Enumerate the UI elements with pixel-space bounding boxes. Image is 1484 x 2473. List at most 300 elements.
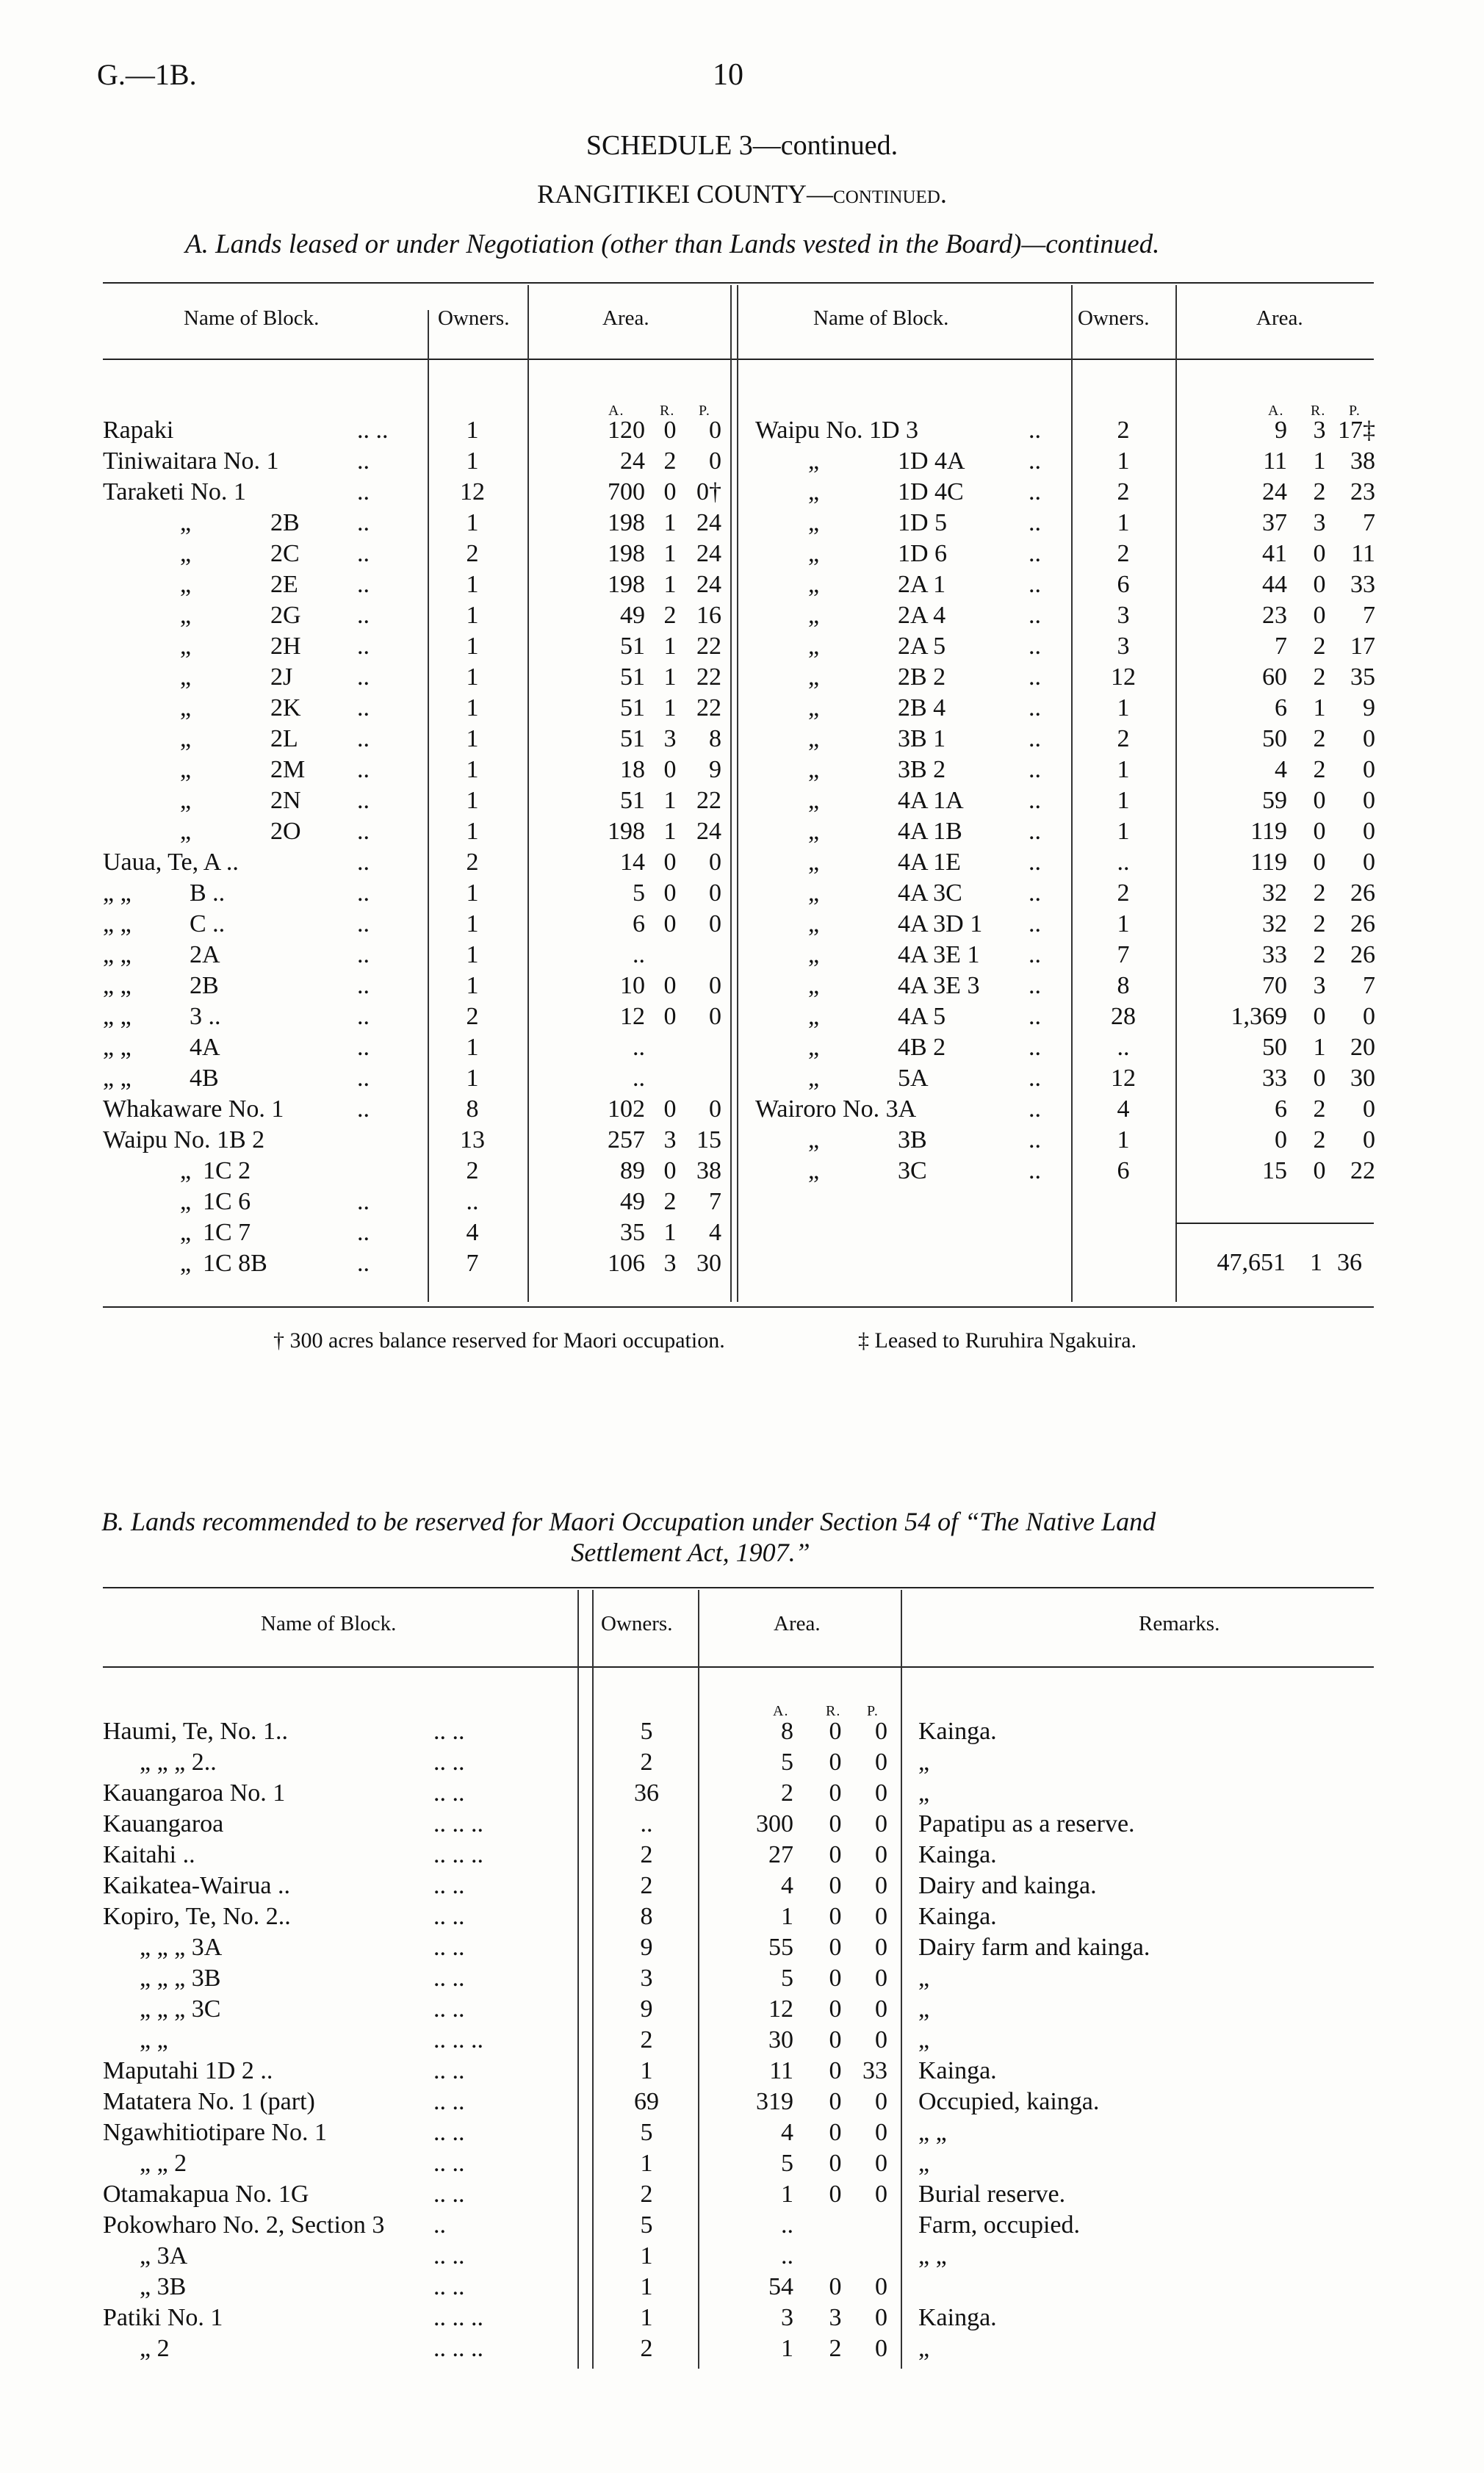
area-roods: 0 xyxy=(1313,1003,1326,1030)
ditto-mark: „ xyxy=(808,756,820,783)
leader-dots: .. xyxy=(357,1219,370,1246)
table-row xyxy=(0,1994,1484,2025)
area-roods: 0 xyxy=(829,2150,842,2177)
area-acres: 35 xyxy=(620,1219,645,1246)
table-row xyxy=(0,1094,1484,1125)
table-row xyxy=(0,1932,1484,1963)
area-perches: 33 xyxy=(1350,571,1375,598)
owners-cell: 1 xyxy=(466,818,479,845)
leader-dots: .. xyxy=(357,540,370,567)
area-perches: 0 xyxy=(1363,787,1375,814)
owners-cell: 1 xyxy=(466,663,479,691)
leader-dots: .. .. xyxy=(433,1749,465,1776)
area-acres: 119 xyxy=(1250,818,1287,845)
leader-dots: .. .. .. xyxy=(433,2304,483,2331)
block-name: 4A 1E xyxy=(898,849,961,876)
leader-dots: .. xyxy=(1029,1034,1041,1061)
block-name: Waipu No. 1D 3 xyxy=(755,417,919,444)
leader-dots: .. .. xyxy=(433,2088,465,2115)
block-name: 4A 1B xyxy=(898,818,962,845)
owners-cell: 1 xyxy=(466,417,479,444)
leader-dots: .. xyxy=(357,787,370,814)
owners-cell: 28 xyxy=(1111,1003,1136,1030)
leader-dots: .. xyxy=(1029,1095,1041,1123)
block-name: Tiniwaitara No. 1 xyxy=(103,447,279,475)
total-perches: 36 xyxy=(1337,1249,1362,1276)
owners-cell: 1 xyxy=(466,694,479,721)
block-name: Otamakapua No. 1G xyxy=(103,2181,309,2208)
unit-roods: R. xyxy=(660,403,675,419)
owners-cell: 2 xyxy=(640,2181,653,2208)
table-row xyxy=(0,2087,1484,2117)
block-name: „ 2 xyxy=(140,2335,170,2362)
leader-dots: .. xyxy=(1029,879,1041,907)
block-name: 2A 1 xyxy=(898,571,946,598)
table-row xyxy=(0,2056,1484,2087)
area-roods: 0 xyxy=(829,2181,842,2208)
area-acres: 120 xyxy=(608,417,645,444)
leader-dots: .. .. xyxy=(433,2181,465,2208)
block-name: Wairoro No. 3A xyxy=(755,1095,917,1123)
block-name: 2M xyxy=(270,756,306,783)
col-header-name: Name of Block. xyxy=(813,306,949,330)
ditto-mark: „ xyxy=(808,602,820,629)
block-name: „ „ „ 3C xyxy=(140,1995,221,2023)
ditto-mark: „ xyxy=(180,571,192,598)
remarks-cell: Burial reserve. xyxy=(918,2181,1066,2208)
owners-cell: 5 xyxy=(640,1718,653,1745)
area-acres: .. xyxy=(781,2211,793,2239)
area-roods: 0 xyxy=(1313,1065,1326,1092)
block-name: 3B 1 xyxy=(898,725,946,752)
ditto-mark: „ xyxy=(180,1250,192,1277)
area-acres: 1 xyxy=(781,2181,793,2208)
owners-cell: 1 xyxy=(1117,910,1130,937)
area-perches: 0 xyxy=(875,2088,887,2115)
area-roods: 1 xyxy=(663,1219,677,1246)
owners-cell: 2 xyxy=(1117,540,1130,567)
block-name: 2H xyxy=(270,633,301,660)
owners-cell: 8 xyxy=(640,1903,653,1930)
table-row xyxy=(0,1809,1484,1840)
table-row xyxy=(0,1840,1484,1871)
table-row xyxy=(0,785,1484,816)
area-perches: 0 xyxy=(875,1934,887,1961)
leader-dots: .. .. xyxy=(433,1965,465,1992)
county-title: RANGITIKEI COUNTY—continued. xyxy=(537,179,947,209)
owners-cell: 1 xyxy=(1117,1126,1130,1153)
owners-cell: 8 xyxy=(1117,972,1130,999)
leader-dots: .. xyxy=(357,602,370,629)
owners-cell: 1 xyxy=(466,756,479,783)
area-perches: 0 xyxy=(875,2026,887,2053)
area-roods: 2 xyxy=(1313,1095,1326,1123)
area-acres: 4 xyxy=(781,1872,793,1899)
area-perches: 0 xyxy=(1363,1003,1375,1030)
area-acres: 106 xyxy=(608,1250,645,1277)
footnote-dagger: † 300 acres balance reserved for Maori occupation. xyxy=(273,1328,725,1353)
block-name: Maputahi 1D 2 .. xyxy=(103,2057,273,2084)
area-perches: 22 xyxy=(696,694,721,721)
ditto-mark: „ xyxy=(180,756,192,783)
ditto-mark: „ „ xyxy=(103,972,132,999)
area-roods: 0 xyxy=(1313,818,1326,845)
area-acres: 55 xyxy=(768,1934,793,1961)
remarks-cell: „ xyxy=(918,2026,930,2053)
area-acres: 700 xyxy=(608,478,645,505)
owners-cell: 2 xyxy=(1117,725,1130,752)
area-perches: 0 xyxy=(709,1003,721,1030)
table-row xyxy=(0,2148,1484,2179)
area-acres: .. xyxy=(633,1034,645,1061)
area-acres: 51 xyxy=(620,787,645,814)
block-name: Matatera No. 1 (part) xyxy=(103,2088,315,2115)
leader-dots: .. xyxy=(357,571,370,598)
ditto-mark: „ xyxy=(808,1065,820,1092)
table-row xyxy=(0,2241,1484,2272)
remarks-cell: Farm, occupied. xyxy=(918,2211,1080,2239)
area-roods: 0 xyxy=(829,1841,842,1868)
block-name: 4A 3E 1 xyxy=(898,941,980,968)
area-perches: 26 xyxy=(1350,910,1375,937)
area-perches: 0 xyxy=(709,1095,721,1123)
owners-cell: .. xyxy=(1117,1034,1130,1061)
area-perches: 17‡ xyxy=(1338,417,1375,444)
ditto-mark: „ xyxy=(808,818,820,845)
owners-cell: 1 xyxy=(466,787,479,814)
leader-dots: .. xyxy=(357,1250,370,1277)
block-name: 2A 4 xyxy=(898,602,946,629)
table-row xyxy=(0,2303,1484,2333)
leader-dots: .. xyxy=(357,478,370,505)
block-name: 3 .. xyxy=(190,1003,221,1030)
remarks-cell: Kainga. xyxy=(918,2057,997,2084)
area-acres: 32 xyxy=(1262,879,1287,907)
block-name: 2B xyxy=(270,509,300,536)
owners-cell: 1 xyxy=(466,447,479,475)
leader-dots: .. xyxy=(1029,1065,1041,1092)
area-perches: 35 xyxy=(1350,663,1375,691)
leader-dots: .. xyxy=(357,1095,370,1123)
area-perches: 0 xyxy=(875,1749,887,1776)
area-roods: 1 xyxy=(1313,694,1326,721)
area-roods: 0 xyxy=(1313,849,1326,876)
area-perches: 17 xyxy=(1350,633,1375,660)
area-acres: 1,369 xyxy=(1231,1003,1287,1030)
block-name: „ „ „ 3B xyxy=(140,1965,221,1992)
area-acres: 2 xyxy=(781,1779,793,1807)
ditto-mark: „ xyxy=(808,972,820,999)
area-roods: 1 xyxy=(663,787,677,814)
ditto-mark: „ xyxy=(180,818,192,845)
area-perches: 30 xyxy=(1350,1065,1375,1092)
block-name: „ „ 2 xyxy=(140,2150,187,2177)
remarks-cell: Kainga. xyxy=(918,1841,997,1868)
area-perches: 0 xyxy=(709,849,721,876)
owners-cell: 1 xyxy=(1117,787,1130,814)
leader-dots: .. .. xyxy=(433,2119,465,2146)
area-perches: 22 xyxy=(1350,1157,1375,1184)
area-roods: 0 xyxy=(663,417,677,444)
owners-cell: 8 xyxy=(466,1095,479,1123)
total-roods: 1 xyxy=(1310,1249,1322,1276)
area-perches: 9 xyxy=(709,756,721,783)
area-acres: 198 xyxy=(608,818,645,845)
col-header-owners: Owners. xyxy=(601,1612,673,1635)
area-perches: 7 xyxy=(1363,509,1375,536)
unit-roods: R. xyxy=(826,1703,841,1719)
owners-cell: 7 xyxy=(1117,941,1130,968)
area-perches: 4 xyxy=(709,1219,721,1246)
block-name: 5A xyxy=(898,1065,929,1092)
ditto-mark: „ xyxy=(808,725,820,752)
ditto-mark: „ xyxy=(180,540,192,567)
ditto-mark: „ xyxy=(180,663,192,691)
ditto-mark: „ xyxy=(808,447,820,475)
leader-dots: .. xyxy=(433,2211,446,2239)
owners-cell: 12 xyxy=(1111,663,1136,691)
block-name: 3C xyxy=(898,1157,927,1184)
leader-dots: .. xyxy=(1029,849,1041,876)
ditto-mark: „ xyxy=(180,509,192,536)
area-perches: 0 xyxy=(1363,725,1375,752)
leader-dots: .. .. xyxy=(433,2057,465,2084)
owners-cell: 2 xyxy=(466,1003,479,1030)
area-perches: 22 xyxy=(696,633,721,660)
ditto-mark: „ xyxy=(808,694,820,721)
block-name: 4A 3E 3 xyxy=(898,972,980,999)
area-roods: 0 xyxy=(1313,540,1326,567)
table-row xyxy=(0,2210,1484,2241)
leader-dots: .. xyxy=(1029,1003,1041,1030)
area-roods: 0 xyxy=(829,1749,842,1776)
area-acres: .. xyxy=(633,941,645,968)
area-acres: 44 xyxy=(1262,571,1287,598)
leader-dots: .. xyxy=(1029,694,1041,721)
block-name: 2O xyxy=(270,818,301,845)
block-name: 4A 5 xyxy=(898,1003,946,1030)
table-a-bottom-rule xyxy=(103,1306,1374,1308)
leader-dots: .. .. xyxy=(433,2242,465,2269)
owners-cell: 1 xyxy=(466,633,479,660)
owners-cell: 1 xyxy=(466,972,479,999)
area-roods: 0 xyxy=(663,478,677,505)
area-perches: 8 xyxy=(709,725,721,752)
ditto-mark: „ xyxy=(180,633,192,660)
area-acres: 60 xyxy=(1262,663,1287,691)
owners-cell: 36 xyxy=(634,1779,659,1807)
area-roods: 0 xyxy=(1313,571,1326,598)
leader-dots: .. .. .. xyxy=(433,1810,483,1837)
area-acres: 1 xyxy=(781,2335,793,2362)
block-name: 2A xyxy=(190,941,220,968)
area-perches: 0 xyxy=(875,1810,887,1837)
area-perches: 33 xyxy=(862,2057,887,2084)
table-a-top-rule xyxy=(103,282,1374,284)
leader-dots: .. xyxy=(357,972,370,999)
ditto-mark: „ xyxy=(180,1219,192,1246)
area-roods: 3 xyxy=(663,725,677,752)
owners-cell: 1 xyxy=(1117,509,1130,536)
unit-perches: P. xyxy=(1349,403,1361,419)
block-name: 4A 1A xyxy=(898,787,964,814)
leader-dots: .. xyxy=(357,633,370,660)
block-name: „ „ xyxy=(140,2026,168,2053)
block-name: Kopiro, Te, No. 2.. xyxy=(103,1903,291,1930)
owners-cell: .. xyxy=(640,1810,653,1837)
document-reference: G.—1B. xyxy=(97,58,197,91)
owners-cell: 5 xyxy=(640,2119,653,2146)
area-perches: 24 xyxy=(696,571,721,598)
area-acres: 319 xyxy=(756,2088,793,2115)
area-roods: 0 xyxy=(829,2088,842,2115)
remarks-cell: „ xyxy=(918,1749,930,1776)
unit-roods: R. xyxy=(1311,403,1326,419)
block-name: 2N xyxy=(270,787,301,814)
area-perches: 0 xyxy=(875,1872,887,1899)
leader-dots: .. xyxy=(357,1065,370,1092)
area-acres: 12 xyxy=(768,1995,793,2023)
unit-acres: A. xyxy=(773,1703,789,1719)
area-roods: 2 xyxy=(829,2335,842,2362)
table-a-header-rule xyxy=(103,359,1374,360)
owners-cell: 1 xyxy=(466,941,479,968)
block-name: Patiki No. 1 xyxy=(103,2304,223,2331)
area-roods: 0 xyxy=(663,879,677,907)
ditto-mark: „ xyxy=(808,1126,820,1153)
area-roods: 0 xyxy=(663,1003,677,1030)
remarks-cell: „ xyxy=(918,1965,930,1992)
area-perches: 0 xyxy=(1363,1126,1375,1153)
table-row xyxy=(0,1217,1484,1248)
block-name: 1C 6 xyxy=(203,1188,251,1215)
area-acres: 14 xyxy=(620,849,645,876)
area-roods: 2 xyxy=(1313,910,1326,937)
owners-cell: 13 xyxy=(460,1126,485,1153)
table-row xyxy=(0,693,1484,724)
block-name: 2C xyxy=(270,540,300,567)
owners-cell: 2 xyxy=(640,2026,653,2053)
remarks-cell: „ „ xyxy=(918,2119,947,2146)
area-perches: 0 xyxy=(875,1995,887,2023)
area-perches: 0 xyxy=(875,1718,887,1745)
table-row xyxy=(0,662,1484,693)
area-perches: 0 xyxy=(709,447,721,475)
leader-dots: .. xyxy=(1029,1157,1041,1184)
leader-dots: .. xyxy=(1029,725,1041,752)
block-name: 1C 8B xyxy=(203,1250,267,1277)
area-acres: 5 xyxy=(781,1749,793,1776)
ditto-mark: „ xyxy=(808,509,820,536)
leader-dots: .. xyxy=(1029,787,1041,814)
owners-cell: 6 xyxy=(1117,1157,1130,1184)
owners-cell: 12 xyxy=(1111,1065,1136,1092)
block-name: 4A xyxy=(190,1034,220,1061)
area-acres: 32 xyxy=(1262,910,1287,937)
area-acres: 24 xyxy=(620,447,645,475)
owners-cell: 1 xyxy=(1117,818,1130,845)
area-roods: 3 xyxy=(1313,972,1326,999)
area-acres: 89 xyxy=(620,1157,645,1184)
area-roods: 1 xyxy=(663,633,677,660)
table-row xyxy=(0,1747,1484,1778)
table-row xyxy=(0,1187,1484,1217)
area-acres: 27 xyxy=(768,1841,793,1868)
area-roods: 0 xyxy=(1313,602,1326,629)
area-acres: 11 xyxy=(1263,447,1287,475)
leader-dots: .. xyxy=(1029,756,1041,783)
block-name: 2B 4 xyxy=(898,694,946,721)
col-header-area: Area. xyxy=(774,1612,821,1635)
block-name: Haumi, Te, No. 1.. xyxy=(103,1718,288,1745)
leader-dots: .. .. xyxy=(433,1903,465,1930)
remarks-cell: „ xyxy=(918,1779,930,1807)
area-perches: 0 xyxy=(875,1965,887,1992)
ditto-mark: „ xyxy=(180,787,192,814)
area-perches: 0 xyxy=(709,879,721,907)
area-roods: 2 xyxy=(663,447,677,475)
remarks-cell: Dairy and kainga. xyxy=(918,1872,1097,1899)
area-acres: 198 xyxy=(608,571,645,598)
block-name: 2E xyxy=(270,571,298,598)
area-acres: 50 xyxy=(1262,1034,1287,1061)
owners-cell: 3 xyxy=(640,1965,653,1992)
owners-cell: 1 xyxy=(640,2242,653,2269)
block-name: 2K xyxy=(270,694,301,721)
ditto-mark: „ xyxy=(808,879,820,907)
owners-cell: 2 xyxy=(466,849,479,876)
block-name: 4B xyxy=(190,1065,219,1092)
table-row xyxy=(0,569,1484,600)
block-name: Uaua, Te, A .. xyxy=(103,849,239,876)
area-acres: 49 xyxy=(620,1188,645,1215)
owners-cell: 1 xyxy=(466,879,479,907)
block-name: „ 3A xyxy=(140,2242,188,2269)
area-acres: 0 xyxy=(1275,1126,1287,1153)
area-acres: 198 xyxy=(608,540,645,567)
owners-cell: .. xyxy=(1117,849,1130,876)
leader-dots: .. .. xyxy=(433,2273,465,2300)
leader-dots: .. xyxy=(357,447,370,475)
area-perches: 22 xyxy=(696,787,721,814)
area-perches: 0 xyxy=(875,2335,887,2362)
owners-cell: 1 xyxy=(640,2150,653,2177)
area-acres: 119 xyxy=(1250,849,1287,876)
area-acres: .. xyxy=(633,1065,645,1092)
area-roods: 0 xyxy=(663,1157,677,1184)
ditto-mark: „ „ xyxy=(103,941,132,968)
table-row xyxy=(0,2333,1484,2364)
leader-dots: .. xyxy=(1029,478,1041,505)
area-roods: 0 xyxy=(829,1934,842,1961)
area-perches: 23 xyxy=(1350,478,1375,505)
remarks-cell: „ „ xyxy=(918,2242,947,2269)
table-row xyxy=(0,600,1484,631)
area-acres: 33 xyxy=(1262,941,1287,968)
owners-cell: .. xyxy=(466,1188,479,1215)
unit-acres: A. xyxy=(608,403,624,419)
area-roods: 2 xyxy=(1313,941,1326,968)
owners-cell: 1 xyxy=(640,2304,653,2331)
remarks-cell: Kainga. xyxy=(918,1718,997,1745)
area-acres: 4 xyxy=(1275,756,1287,783)
leader-dots: .. xyxy=(357,941,370,968)
area-roods: 0 xyxy=(663,849,677,876)
leader-dots: .. xyxy=(357,879,370,907)
area-acres: 51 xyxy=(620,694,645,721)
area-perches: 0 xyxy=(875,2304,887,2331)
area-perches: 0† xyxy=(696,478,721,505)
